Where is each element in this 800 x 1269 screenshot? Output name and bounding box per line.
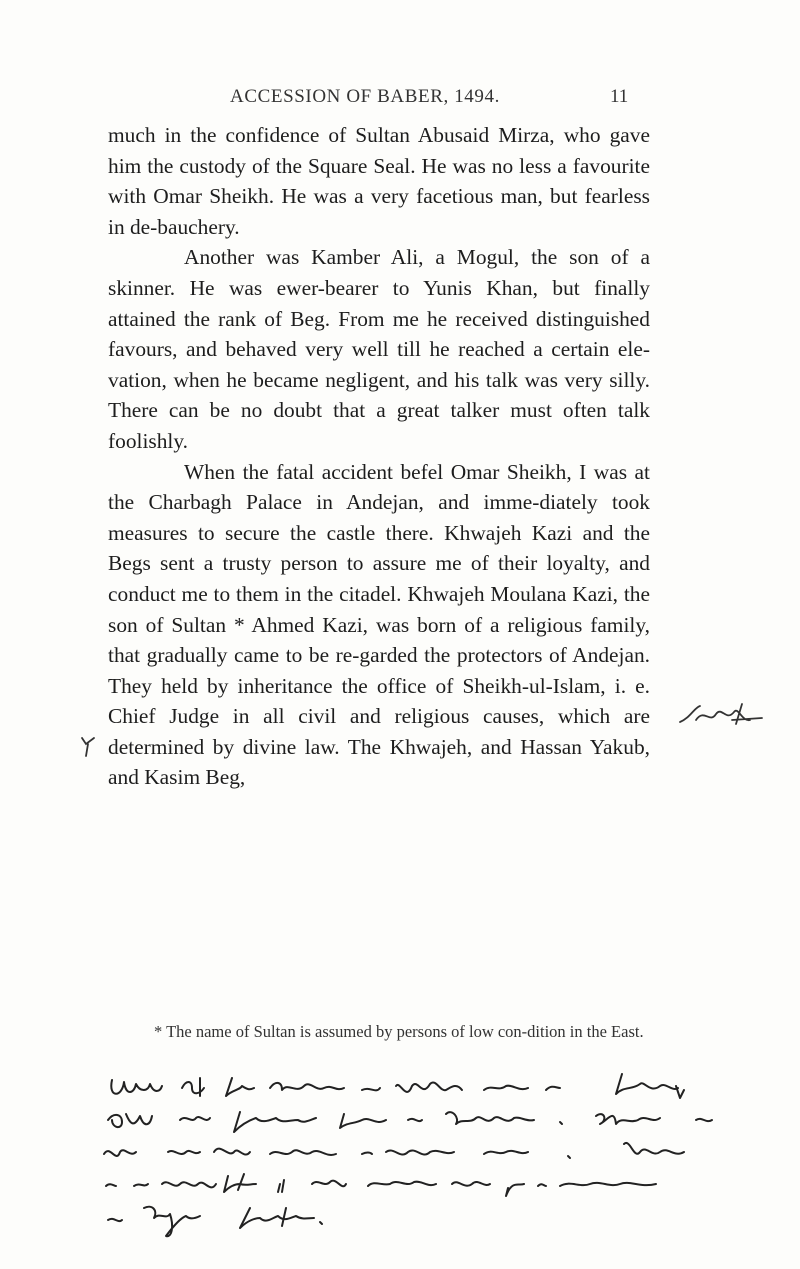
paragraph-2: Another was Kamber Ali, a Mogul, the son of a skinner. He was ewer-bearer to Yunis Khan, but finally attained the rank of Beg. From me he received distinguished favours, and behaved very well till he reached a certain ele-vation, when he became negligent, and his talk was very silly. There can be no doubt that a great talker must often talk foolishly.: [108, 245, 650, 453]
body-text: [108, 120, 650, 793]
footnote: * The name of Sultan is assumed by persons of low con-dition in the East.: [154, 1022, 644, 1041]
running-header: [0, 82, 800, 112]
running-title: ACCESSION OF BABER, 1494.: [230, 86, 500, 107]
page-number: 11: [610, 86, 629, 107]
paragraph-3: When the fatal accident befel Omar Sheikh, I was at the Charbagh Palace in Andejan, and imme-diately took measures to secure the castle there. Khwajeh Kazi and the Begs sent a trusty person to assure me of their loyalty, and conduct me to them in the citadel. Khwajeh Moulana Kazi, the son of Sultan * Ahmed Kazi, was born of a religious family, that gradually came to be re-garded the protectors of Andejan. They held by inheritance the office of Sheikh-ul-Islam, i. e. Chief Judge in all civil and religious causes, which are determined by divine law. The Khwajeh, and Hassan Yakub, and Kasim Beg,: [108, 459, 650, 790]
margin-mark-left: [78, 734, 98, 758]
margin-annotation-right: [676, 700, 766, 730]
handwritten-note: [100, 1068, 790, 1268]
paragraph-1: much in the confidence of Sultan Abusaid Mirza, who gave him the custody of the Square Seal. He was no less a favourite with Omar Sheikh. He was a very facetious man, but fearless in de-bauchery.: [108, 123, 650, 239]
